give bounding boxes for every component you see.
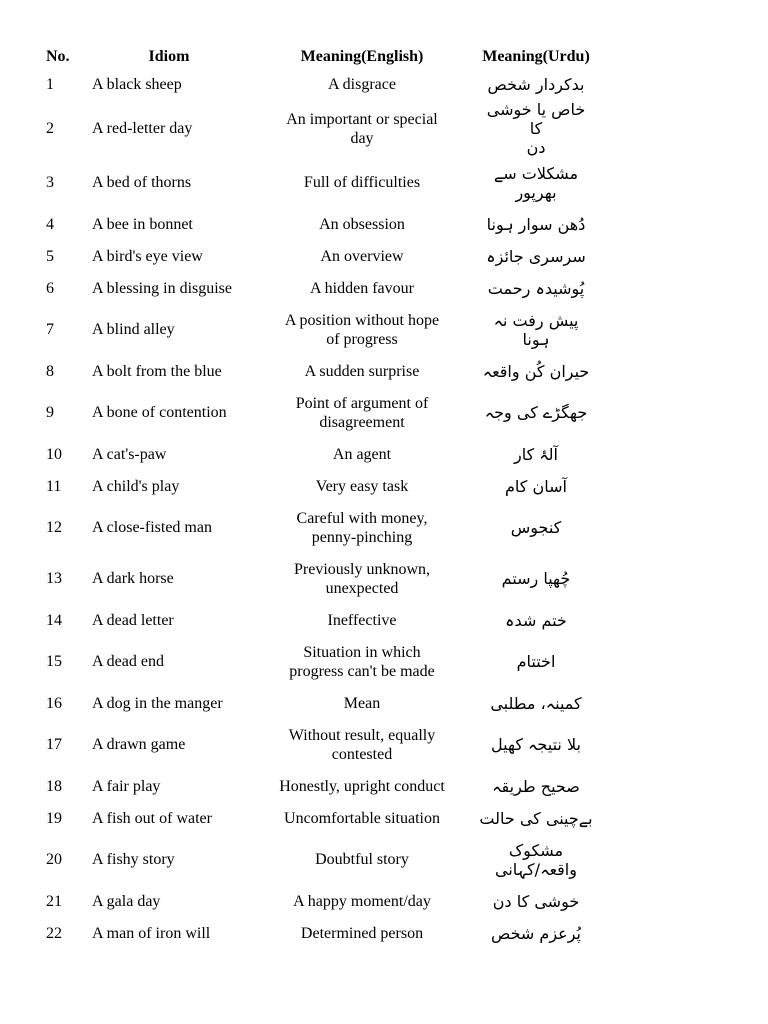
- table-row: [46, 304, 594, 355]
- urdu-line: ختم شدہ: [505, 610, 567, 630]
- english-line: A happy moment/day: [293, 892, 431, 910]
- row-idiom: A blessing in disguise: [92, 279, 233, 297]
- urdu-line: مشکوک: [508, 840, 564, 860]
- english-line: penny-pinching: [311, 528, 413, 546]
- row-meaning-english: [246, 355, 478, 387]
- row-number: 16: [46, 694, 62, 712]
- urdu-line: جھگڑے کی وجہ: [484, 403, 588, 422]
- row-idiom: A bee in bonnet: [92, 215, 193, 233]
- row-number: 8: [46, 362, 54, 380]
- urdu-line: پیش رفت نہ ہونا: [493, 310, 579, 349]
- urdu-line: خاص یا خوشی کا: [486, 100, 586, 138]
- english-line: A sudden surprise: [304, 362, 420, 380]
- row-number: 3: [46, 174, 54, 191]
- row-meaning-english: [246, 719, 478, 770]
- urdu-line: سرسری جائزہ: [486, 246, 586, 266]
- table-row: [46, 770, 594, 802]
- row-idiom: A fish out of water: [92, 809, 212, 827]
- english-line: A hidden favour: [310, 279, 414, 297]
- table-row: [46, 553, 594, 604]
- row-meaning-urdu: [478, 802, 594, 834]
- row-meaning-english: [246, 802, 478, 834]
- row-number: 20: [46, 851, 62, 868]
- row-meaning-english: [246, 885, 478, 917]
- row-meaning-english: [246, 304, 478, 355]
- row-number: 5: [46, 247, 54, 265]
- english-line: Without result, equally: [288, 726, 436, 744]
- row-idiom: A fishy story: [92, 851, 175, 868]
- row-meaning-english: [246, 604, 478, 636]
- row-meaning-urdu: [478, 272, 594, 304]
- table-row: [46, 68, 594, 100]
- english-line: Very easy task: [315, 477, 409, 495]
- row-meaning-urdu: [478, 687, 594, 719]
- row-meaning-urdu: [478, 157, 594, 208]
- english-line: Honestly, upright conduct: [279, 777, 445, 795]
- table-row: [46, 438, 594, 470]
- row-idiom: A bed of thorns: [92, 174, 192, 191]
- table-row: [46, 240, 594, 272]
- row-idiom: A close-fisted man: [92, 519, 212, 536]
- english-line: Mean: [343, 694, 381, 712]
- row-idiom: A child's play: [92, 477, 180, 495]
- row-meaning-urdu: [478, 917, 594, 949]
- urdu-line: اختتام: [516, 652, 556, 671]
- header-no: No.: [46, 47, 70, 65]
- row-meaning-urdu: [478, 719, 594, 770]
- row-idiom: A drawn game: [92, 736, 186, 753]
- row-number: 19: [46, 809, 62, 827]
- english-line: Determined person: [300, 924, 424, 942]
- row-meaning-english: [246, 272, 478, 304]
- table-row: [46, 917, 594, 949]
- row-idiom: A black sheep: [92, 75, 182, 93]
- row-meaning-urdu: [478, 470, 594, 502]
- urdu-line: پُوشیدہ رحمت: [487, 278, 585, 298]
- table-row: [46, 387, 594, 438]
- table-row: [46, 636, 594, 687]
- english-line: day: [350, 129, 374, 147]
- english-line: progress can't be made: [289, 662, 435, 680]
- row-meaning-english: [246, 100, 478, 157]
- row-meaning-english: [246, 553, 478, 604]
- row-meaning-english: [246, 157, 478, 208]
- row-meaning-urdu: [478, 770, 594, 802]
- row-meaning-english: [246, 387, 478, 438]
- table-row: [46, 885, 594, 917]
- english-line: unexpected: [325, 579, 399, 597]
- english-line: Full of difficulties: [303, 174, 421, 191]
- row-number: 7: [46, 321, 54, 338]
- row-meaning-urdu: [478, 604, 594, 636]
- row-meaning-urdu: [478, 68, 594, 100]
- row-number: 1: [46, 75, 54, 93]
- english-line: A disgrace: [328, 75, 396, 93]
- row-meaning-urdu: [478, 208, 594, 240]
- row-idiom: A cat's-paw: [92, 445, 167, 463]
- english-line: A position without hope: [284, 311, 440, 329]
- english-line: An obsession: [319, 215, 405, 233]
- table-row: [46, 272, 594, 304]
- header-idiom: Idiom: [148, 47, 190, 65]
- row-meaning-urdu: [478, 834, 594, 885]
- row-number: 18: [46, 777, 62, 795]
- table-row: [46, 208, 594, 240]
- english-line: Point of argument of: [295, 394, 429, 412]
- row-idiom: A man of iron will: [92, 924, 211, 942]
- urdu-line: صحیح طریقہ: [492, 776, 580, 796]
- table-row: [46, 355, 594, 387]
- row-meaning-english: [246, 834, 478, 885]
- urdu-line: بھرپور: [515, 182, 557, 202]
- idioms-table: [46, 44, 594, 949]
- english-line: Ineffective: [327, 611, 397, 629]
- urdu-line: آسان کام: [505, 476, 567, 496]
- english-line: of progress: [326, 330, 398, 348]
- row-number: 4: [46, 215, 54, 233]
- row-meaning-urdu: [478, 885, 594, 917]
- english-line: Previously unknown,: [294, 560, 430, 578]
- row-number: 12: [46, 519, 62, 536]
- row-number: 9: [46, 404, 54, 421]
- table-row: [46, 157, 594, 208]
- table-row: [46, 802, 594, 834]
- row-idiom: A bird's eye view: [92, 247, 203, 265]
- urdu-line: بےچینی کی حالت: [479, 808, 593, 828]
- english-line: An overview: [320, 247, 404, 265]
- english-line: Doubtful story: [315, 851, 409, 868]
- urdu-line: واقعہ/کہانی: [495, 859, 577, 879]
- row-meaning-urdu: [478, 553, 594, 604]
- row-number: 22: [46, 924, 62, 942]
- row-meaning-english: [246, 770, 478, 802]
- row-meaning-urdu: [478, 387, 594, 438]
- row-meaning-urdu: [478, 355, 594, 387]
- table-header-row: [46, 44, 594, 68]
- row-idiom: A dog in the manger: [92, 694, 223, 712]
- row-idiom: A dark horse: [92, 570, 174, 587]
- row-number: 21: [46, 892, 62, 910]
- row-number: 2: [46, 120, 54, 137]
- urdu-line: آلۂ کار: [514, 444, 558, 464]
- row-meaning-english: [246, 68, 478, 100]
- row-idiom: A blind alley: [92, 321, 175, 338]
- header-meaning-english: Meaning(English): [300, 47, 424, 65]
- urdu-line: پُرعزم شخص: [491, 923, 581, 943]
- row-idiom: A dead letter: [92, 611, 174, 629]
- row-meaning-urdu: [478, 502, 594, 553]
- row-idiom: A bolt from the blue: [92, 362, 222, 380]
- english-line: contested: [331, 745, 393, 763]
- header-meaning-urdu: Meaning(Urdu): [482, 47, 590, 65]
- english-line: Situation in which: [303, 643, 421, 661]
- row-idiom: A red-letter day: [92, 120, 193, 137]
- urdu-line: چُھپا رستم: [501, 569, 571, 588]
- row-meaning-urdu: [478, 438, 594, 470]
- urdu-line: خوشی کا دن: [492, 891, 580, 911]
- row-number: 14: [46, 611, 62, 629]
- row-idiom: A dead end: [92, 653, 164, 670]
- urdu-line: حیران کُن واقعہ: [482, 361, 590, 381]
- row-meaning-english: [246, 438, 478, 470]
- english-line: Uncomfortable situation: [284, 809, 440, 827]
- row-meaning-english: [246, 917, 478, 949]
- row-meaning-english: [246, 502, 478, 553]
- table-row: [46, 100, 594, 157]
- row-meaning-urdu: [478, 304, 594, 355]
- row-number: 10: [46, 445, 62, 463]
- table-row: [46, 502, 594, 553]
- row-number: 11: [46, 477, 62, 495]
- table-row: [46, 604, 594, 636]
- row-number: 13: [46, 570, 62, 587]
- table-row: [46, 470, 594, 502]
- urdu-line: کنجوس: [510, 518, 562, 537]
- english-line: An agent: [332, 445, 392, 463]
- row-meaning-english: [246, 636, 478, 687]
- row-meaning-urdu: [478, 240, 594, 272]
- row-meaning-urdu: [478, 636, 594, 687]
- row-number: 15: [46, 653, 62, 670]
- english-line: An important or special: [286, 110, 438, 128]
- row-meaning-english: [246, 470, 478, 502]
- row-number: 17: [46, 736, 62, 753]
- row-meaning-urdu: [478, 100, 594, 157]
- english-line: Careful with money,: [296, 509, 428, 527]
- urdu-line: بلا نتیجہ کھیل: [491, 735, 581, 754]
- urdu-line: کمینہ، مطلبی: [490, 693, 582, 713]
- row-number: 6: [46, 279, 54, 297]
- urdu-line: مشکلات سے: [493, 163, 579, 183]
- urdu-line: دُھن سوار ہونا: [486, 214, 586, 234]
- row-idiom: A fair play: [92, 777, 161, 795]
- english-line: disagreement: [319, 413, 405, 431]
- urdu-line: دن: [526, 138, 546, 157]
- row-meaning-english: [246, 687, 478, 719]
- row-idiom: A bone of contention: [92, 404, 227, 421]
- row-idiom: A gala day: [92, 892, 161, 910]
- row-meaning-english: [246, 208, 478, 240]
- table-body: [46, 68, 594, 949]
- table-row: [46, 687, 594, 719]
- table-row: [46, 719, 594, 770]
- table-row: [46, 834, 594, 885]
- row-meaning-english: [246, 240, 478, 272]
- urdu-line: بدکردار شخص: [487, 74, 585, 94]
